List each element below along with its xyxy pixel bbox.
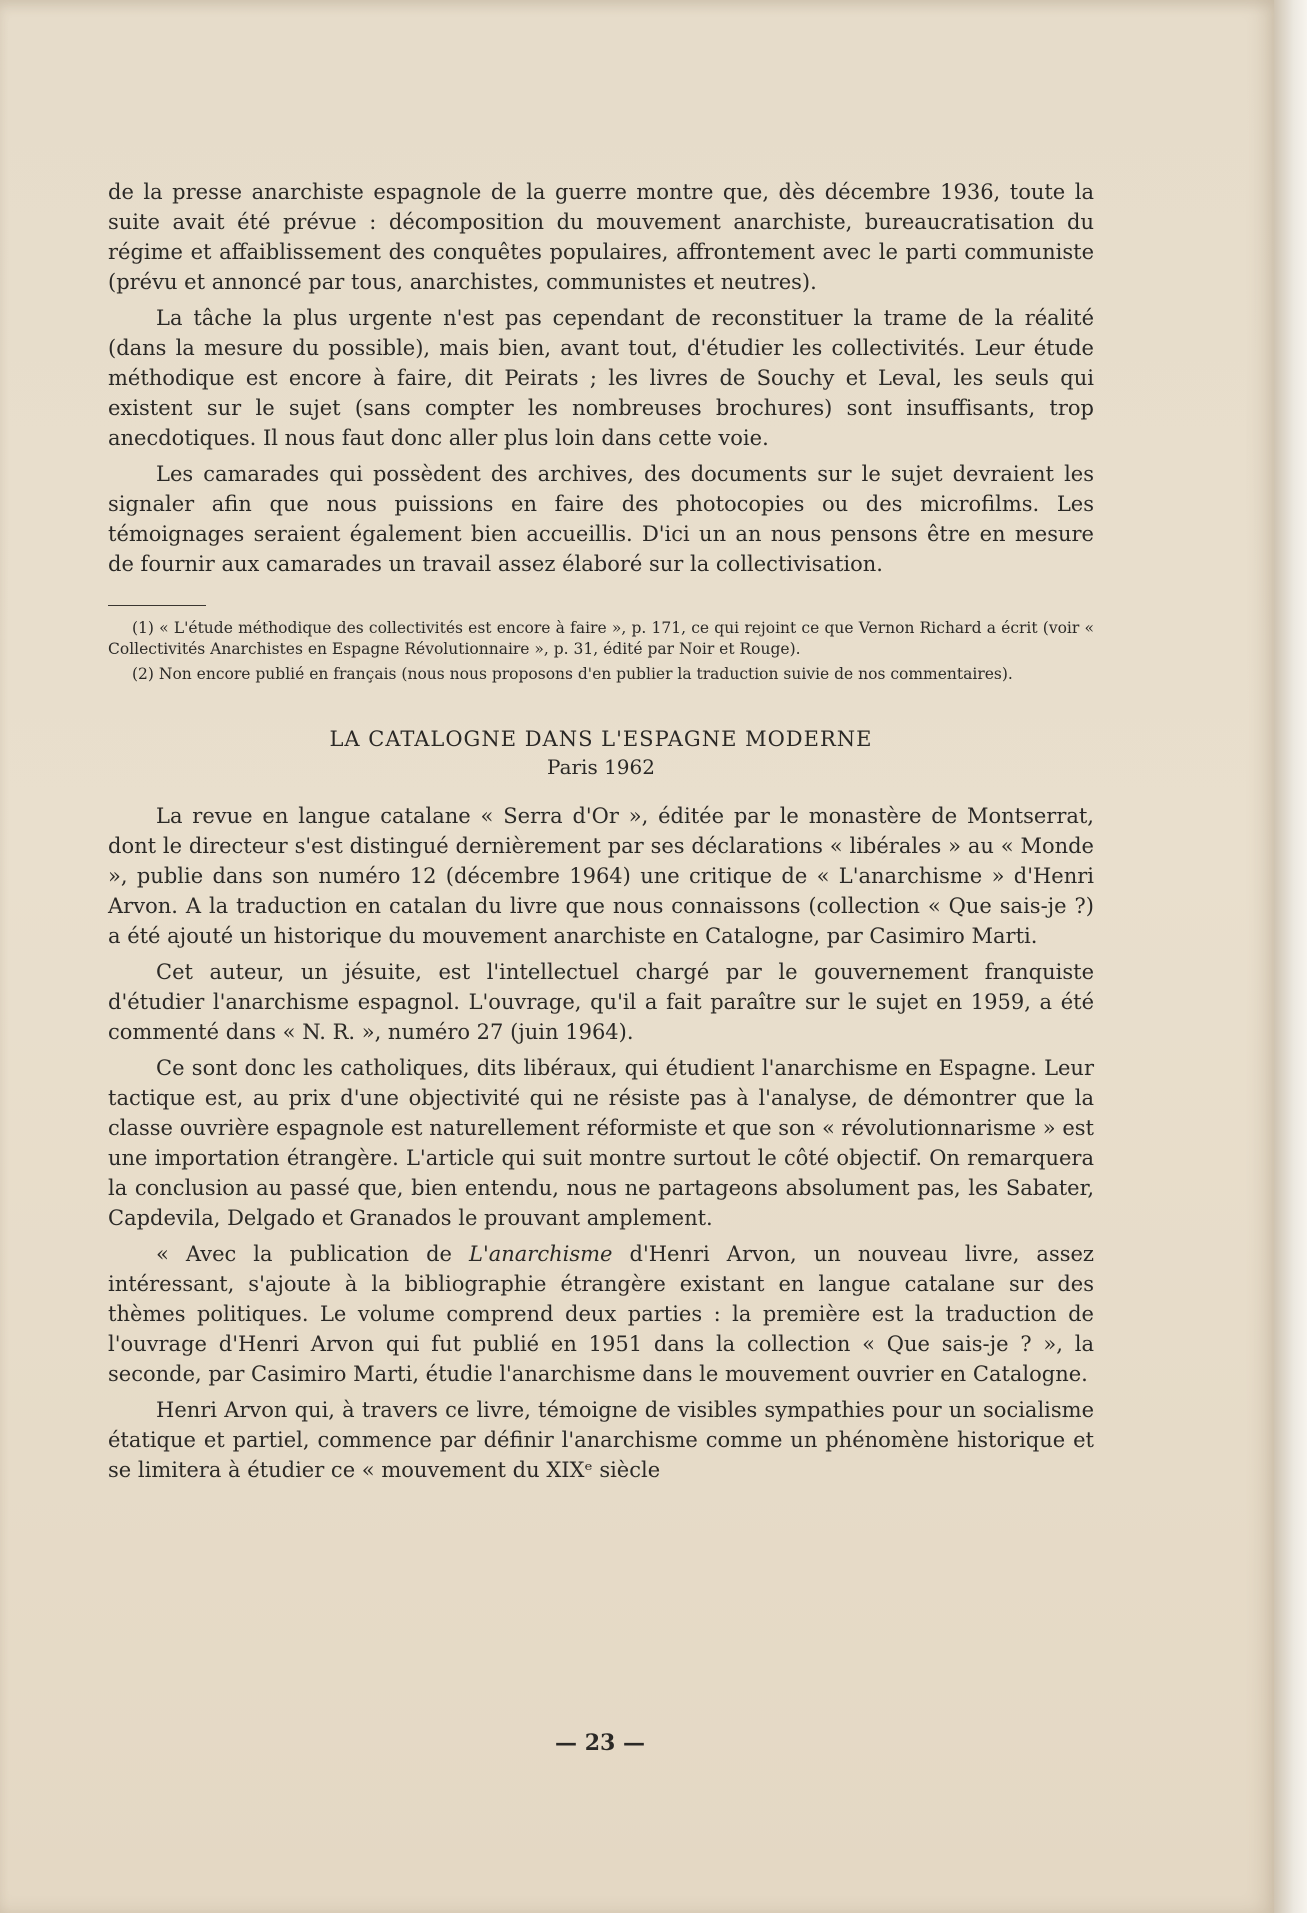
page-body	[108, 177, 1094, 1485]
citation-start: « Avec la publication de	[156, 1242, 470, 1266]
paragraph-catholiques: Ce sont donc les catholiques, dits libéraux, qui étudient l'anarchisme en Espagne. Leur tactique est, au prix d'une objectivité qui ne résiste pas à l'analyse, de démontrer que la classe ouvrière espagnole est naturellement réformiste et que son « révolutionnarisme » est une importation étrangère. L'article qui suit montre surtout le côté objectif. On remarquera la conclusion au passé que, bien entendu, nous ne partageons absolument pas, les Sabater, Capdevila, Delgado et Granados le prouvant amplement.	[108, 1056, 1094, 1230]
paragraph-auteur-jesuite: Cet auteur, un jésuite, est l'intellectuel chargé par le gouvernement franquiste d'étudier l'anarchisme espagnol. L'ouvrage, qu'il a fait paraître sur le sujet en 1959, a été commenté dans « N. R. », numéro 27 (juin 1964).	[108, 960, 1094, 1044]
footnote-1: (1) « L'étude méthodique des collectivités est encore à faire », p. 171, ce qui rejoint ce que Vernon Richard a écrit (voir « Collectivités Anarchistes en Espagne Révolutionnaire », p. 31, édité par Noir et Rouge).	[108, 619, 1094, 658]
paragraph-collectivites: La tâche la plus urgente n'est pas cependant de reconstituer la trame de la réalité (dans la mesure du possible), mais bien, avant tout, d'étudier les collectivités. Leur étude méthodique est encore à faire, dit Peirats ; les livres de Souchy et Leval, les seuls qui existent sur le sujet (sans compter les nombreuses brochures) sont insuffisants, trop anecdotiques. Il nous faut donc aller plus loin dans cette voie.	[108, 306, 1094, 450]
paragraph-continuation: de la presse anarchiste espagnole de la guerre montre que, dès décembre 1936, toute la suite avait été prévue : décomposition du mouvement anarchiste, bureaucratisation du régime et affaiblissement des conquêtes populaires, affrontement avec le parti communiste (prévu et annoncé par tous, anarchistes, communistes et neutres).	[108, 180, 1094, 294]
citation-rest: d'Henri Arvon, un nouveau livre, assez intéressant, s'ajoute à la bibliographie étrangère existant en langue catalane sur des thèmes politiques. Le volume comprend deux parties : la première est la traduction de l'ouvrage d'Henri Arvon qui fut publié en 1951 dans la collection « Que sais-je ? », la seconde, par Casimiro Marti, étudie l'anarchisme dans le mouvement ouvrier en Catalogne.	[108, 1242, 1094, 1386]
paragraph-citation-arvon	[108, 1239, 1094, 1389]
footnote-rule	[108, 605, 206, 606]
book-title-italic: L'anarchisme	[469, 1242, 613, 1266]
paragraph-arvon-socialisme: Henri Arvon qui, à travers ce livre, témoigne de visibles sympathies pour un socialisme étatique et partiel, commence par définir l'anarchisme comme un phénomène historique et se limitera à étudier ce « mouvement du XIXᵉ siècle	[108, 1398, 1094, 1482]
paragraph-serra-dor: La revue en langue catalane « Serra d'Or », éditée par le monastère de Montserrat, dont le directeur s'est distingué dernièrement par ses déclarations « libérales » au « Monde », publie dans son numéro 12 (décembre 1964) une critique de « L'anarchisme » d'Henri Arvon. A la traduction en catalan du livre que nous connaissons (collection « Que sais-je ?) a été ajouté un historique du mouvement anarchiste en Catalogne, par Casimiro Marti.	[108, 804, 1094, 948]
page-number: — 23 —	[555, 1730, 645, 1756]
footnote-2: (2) Non encore publié en français (nous nous proposons d'en publier la traduction suivie de nos commentaires).	[132, 665, 1013, 683]
page-edge-shadow	[1274, 0, 1307, 1913]
section-subtitle: Paris 1962	[547, 755, 655, 779]
paragraph-appel-archives: Les camarades qui possèdent des archives, des documents sur le sujet devraient les signaler afin que nous puissions en faire des photocopies ou des microfilms. Les témoignages seraient également bien accueillis. D'ici un an nous pensons être en mesure de fournir aux camarades un travail assez élaboré sur la collectivisation.	[108, 462, 1094, 576]
section-title: LA CATALOGNE DANS L'ESPAGNE MODERNE	[329, 727, 873, 751]
